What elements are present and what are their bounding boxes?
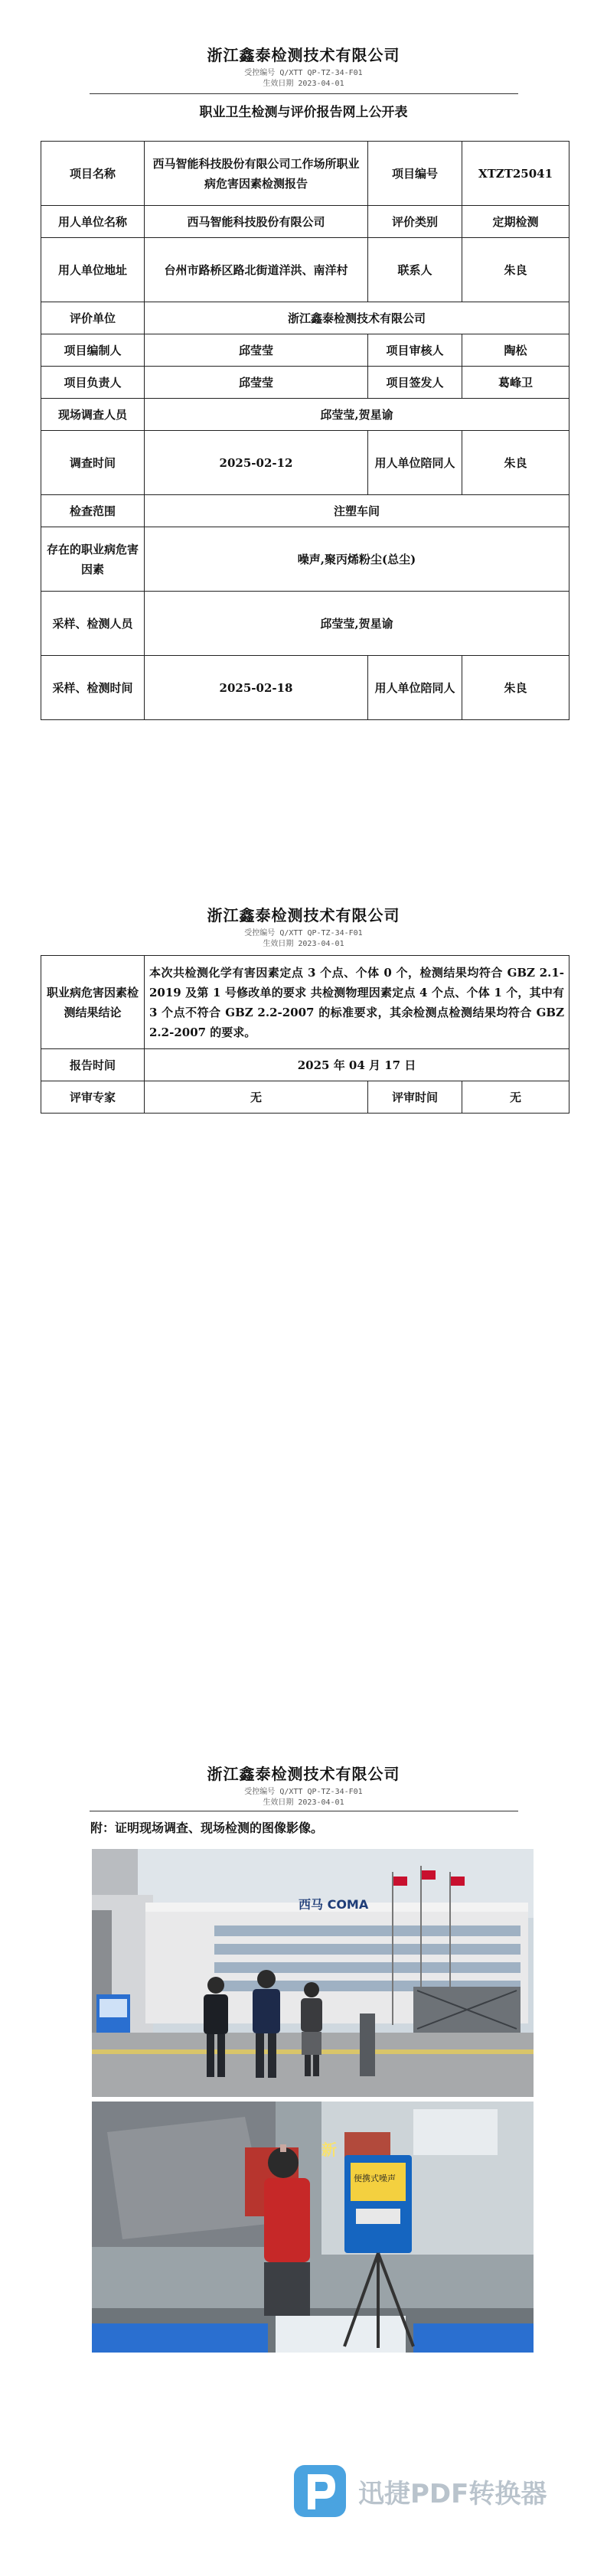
building-sign: 西马 COMA bbox=[299, 1897, 369, 1912]
site-survey-image bbox=[92, 1849, 534, 2097]
site-testing-photo bbox=[92, 2102, 534, 2353]
value-address: 台州市路桥区路北街道洋洪、南洋村 bbox=[145, 238, 368, 302]
value-hazards: 噪声,聚丙烯粉尘(总尘) bbox=[145, 527, 569, 592]
table-row bbox=[41, 238, 569, 302]
label-scope: 检查范围 bbox=[41, 495, 145, 527]
label-hazards: 存在的职业病危害因素 bbox=[41, 527, 145, 592]
value-samplers: 邱莹莹,贺星谕 bbox=[145, 592, 569, 656]
site-testing-image bbox=[92, 2102, 534, 2353]
effective-date: 生效日期 2023-04-01 bbox=[263, 80, 344, 88]
effective-date: 生效日期 2023-04-01 bbox=[263, 940, 344, 948]
control-number: 受控编号 Q/XTT QP-TZ-34-F01 bbox=[244, 929, 363, 937]
table-row bbox=[41, 527, 569, 592]
label-signer: 项目签发人 bbox=[368, 367, 462, 399]
label-accompany-2: 用人单位陪同人 bbox=[368, 656, 462, 720]
label-contact: 联系人 bbox=[368, 238, 462, 302]
watermark-text: 迅捷PDF转换器 bbox=[358, 2478, 547, 2509]
label-reviewer: 项目审核人 bbox=[368, 334, 462, 367]
company-name: 浙江鑫泰检测技术有限公司 bbox=[207, 906, 400, 924]
label-project-name: 项目名称 bbox=[41, 142, 145, 206]
value-leader: 邱莹莹 bbox=[145, 367, 368, 399]
company-name: 浙江鑫泰检测技术有限公司 bbox=[207, 46, 400, 64]
attachment-caption: 附：证明现场调查、现场检测的图像影像。 bbox=[90, 1821, 324, 1835]
value-expert: 无 bbox=[145, 1081, 368, 1114]
company-name: 浙江鑫泰检测技术有限公司 bbox=[207, 1765, 400, 1783]
table-row bbox=[41, 399, 569, 431]
document-title: 职业卫生检测与评价报告网上公开表 bbox=[199, 105, 408, 120]
label-report-time: 报告时间 bbox=[41, 1049, 145, 1081]
value-report-time: 2025 年 04 月 17 日 bbox=[145, 1049, 569, 1081]
value-contact: 朱良 bbox=[462, 238, 569, 302]
value-accompany-2: 朱良 bbox=[462, 656, 569, 720]
value-author: 邱莹莹 bbox=[145, 334, 368, 367]
label-address: 用人单位地址 bbox=[41, 238, 145, 302]
meter-label: 便携式噪声 bbox=[354, 2173, 396, 2183]
value-reviewer: 陶松 bbox=[462, 334, 569, 367]
value-project-name: 西马智能科技股份有限公司工作场所职业病危害因素检测报告 bbox=[145, 142, 368, 206]
label-eval-type: 评价类别 bbox=[368, 206, 462, 238]
label-author: 项目编制人 bbox=[41, 334, 145, 367]
table-row bbox=[41, 495, 569, 527]
table-row bbox=[41, 656, 569, 720]
table-row bbox=[41, 1081, 569, 1114]
header-rule bbox=[90, 93, 518, 94]
site-survey-photo bbox=[92, 1849, 534, 2097]
label-review-time: 评审时间 bbox=[368, 1081, 462, 1114]
label-eval-unit: 评价单位 bbox=[41, 302, 145, 334]
control-number: 受控编号 Q/XTT QP-TZ-34-F01 bbox=[244, 1788, 363, 1796]
table-row bbox=[41, 431, 569, 495]
conclusion-table bbox=[41, 955, 569, 1114]
effective-date: 生效日期 2023-04-01 bbox=[263, 1798, 344, 1807]
value-eval-type: 定期检测 bbox=[462, 206, 569, 238]
table-row bbox=[41, 592, 569, 656]
table-row bbox=[41, 302, 569, 334]
value-project-no: XTZT25041 bbox=[462, 142, 569, 206]
value-surveyors: 邱莹莹,贺星谕 bbox=[145, 399, 569, 431]
page1-header bbox=[0, 43, 607, 90]
label-project-no: 项目编号 bbox=[368, 142, 462, 206]
label-samplers: 采样、检测人员 bbox=[41, 592, 145, 656]
pdf-converter-watermark bbox=[291, 2460, 547, 2522]
label-expert: 评审专家 bbox=[41, 1081, 145, 1114]
report-info-table bbox=[41, 141, 569, 720]
label-survey-time: 调查时间 bbox=[41, 431, 145, 495]
label-conclusion: 职业病危害因素检测结果结论 bbox=[41, 956, 145, 1049]
value-eval-unit: 浙江鑫泰检测技术有限公司 bbox=[145, 302, 569, 334]
table-row bbox=[41, 1049, 569, 1081]
label-surveyors: 现场调查人员 bbox=[41, 399, 145, 431]
table-row bbox=[41, 142, 569, 206]
label-sample-time: 采样、检测时间 bbox=[41, 656, 145, 720]
value-scope: 注塑车间 bbox=[145, 495, 569, 527]
table-row bbox=[41, 334, 569, 367]
label-leader: 项目负责人 bbox=[41, 367, 145, 399]
pdf-converter-logo-icon bbox=[291, 2462, 349, 2520]
value-sample-time: 2025-02-18 bbox=[145, 656, 368, 720]
value-accompany: 朱良 bbox=[462, 431, 569, 495]
table-row bbox=[41, 367, 569, 399]
value-signer: 葛峰卫 bbox=[462, 367, 569, 399]
value-employer: 西马智能科技股份有限公司 bbox=[145, 206, 368, 238]
control-number: 受控编号 Q/XTT QP-TZ-34-F01 bbox=[244, 69, 363, 77]
page3-header bbox=[0, 1762, 607, 1808]
label-accompany: 用人单位陪同人 bbox=[368, 431, 462, 495]
value-conclusion: 本次共检测化学有害因素定点 3 个点、个体 0 个，检测结果均符合 GBZ 2.1-2019 及第 1 号修改单的要求 共检测物理因素定点 4 个点、个体 1 个，其中有 3 个点不符合 GBZ 2.2-2007 的标准要求，其余检测点检测结果均符合 GBZ 2.2-2007 的要求。 bbox=[145, 956, 569, 1049]
value-survey-time: 2025-02-12 bbox=[145, 431, 368, 495]
table-row bbox=[41, 956, 569, 1049]
page2-header bbox=[0, 903, 607, 950]
table-row bbox=[41, 206, 569, 238]
value-review-time: 无 bbox=[462, 1081, 569, 1114]
label-employer: 用人单位名称 bbox=[41, 206, 145, 238]
vest-badge: 新 bbox=[321, 2141, 337, 2159]
